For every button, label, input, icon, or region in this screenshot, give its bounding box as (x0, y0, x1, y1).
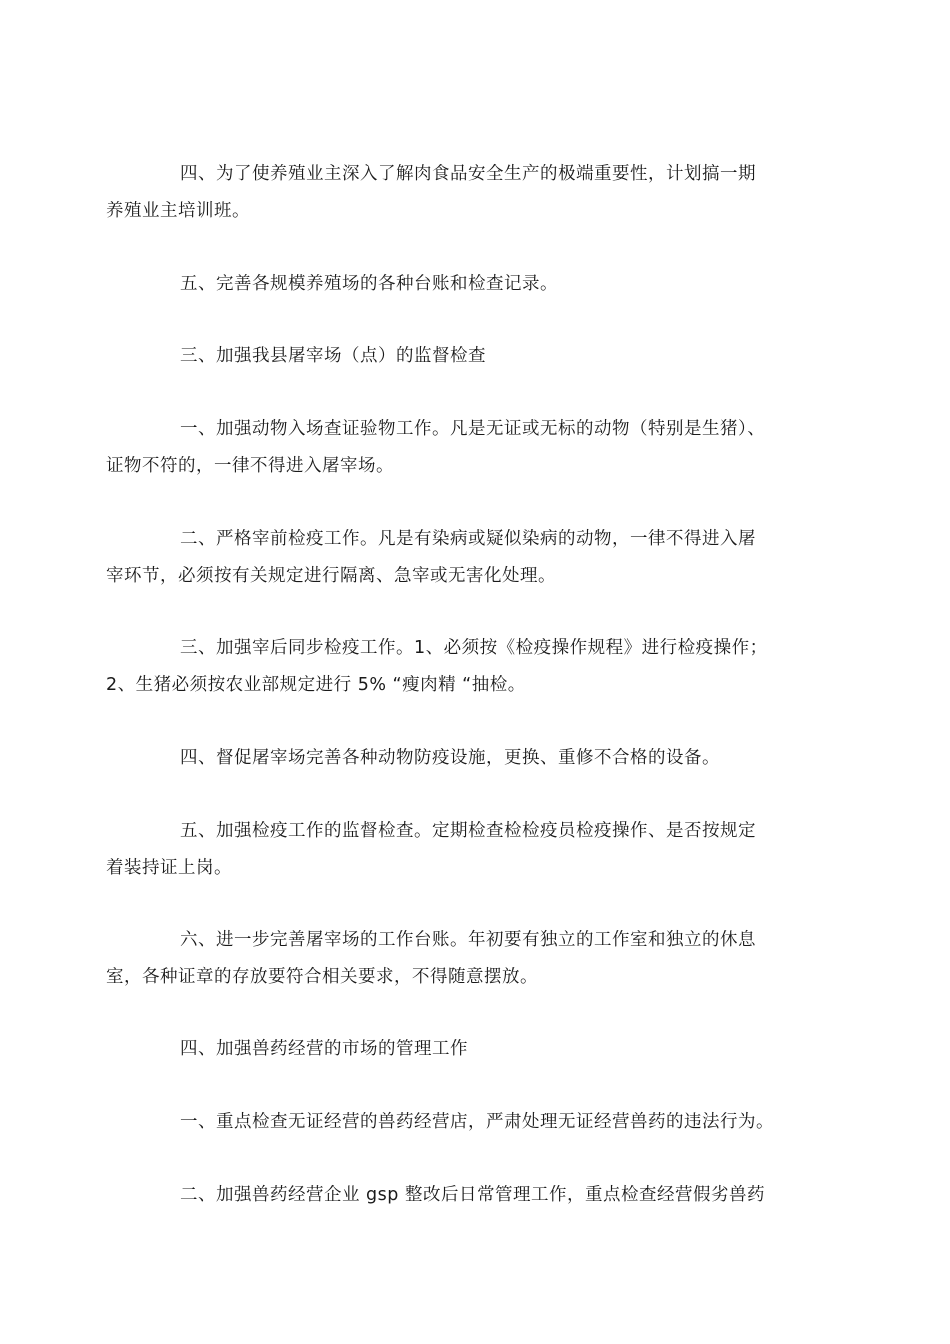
paragraph-7 (143, 740, 809, 777)
paragraph-line: 证物不符的，一律不得进入屠宰场。 (106, 456, 394, 476)
paragraph-line: 三、加强我县屠宰场（点）的监督检查 (180, 346, 486, 366)
paragraph-5 (106, 521, 809, 595)
paragraph-line: 五、完善各规模养殖场的各种台账和检查记录。 (180, 274, 558, 294)
paragraph-2 (143, 266, 809, 303)
section-heading-10 (143, 1031, 809, 1068)
paragraph-line: 一、重点检查无证经营的兽药经营店，严肃处理无证经营兽药的违法行为。 (180, 1112, 774, 1132)
paragraph-line: 三、加强宰后同步检疫工作。1、必须按《检疫操作规程》进行检疫操作； (180, 638, 768, 658)
paragraph-6 (106, 630, 809, 704)
paragraph-line: 二、加强兽药经营企业 gsp 整改后日常管理工作，重点检查经营假劣兽药 (180, 1185, 765, 1205)
paragraph-line: 一、加强动物入场查证验物工作。凡是无证或无标的动物（特别是生猪）、 (180, 419, 766, 439)
paragraph-4 (106, 411, 809, 485)
paragraph-12 (143, 1177, 809, 1214)
paragraph-11 (143, 1104, 809, 1141)
paragraph-line: 四、加强兽药经营的市场的管理工作 (180, 1039, 468, 1059)
paragraph-line: 宰环节，必须按有关规定进行隔离、急宰或无害化处理。 (106, 566, 556, 586)
paragraph-1 (106, 156, 809, 230)
paragraph-line: 着装持证上岗。 (106, 858, 232, 878)
section-heading-3 (143, 338, 809, 375)
paragraph-8 (106, 813, 809, 887)
paragraph-line: 室，各种证章的存放要符合相关要求，不得随意摆放。 (106, 967, 538, 987)
paragraph-line: 四、为了使养殖业主深入了解肉食品安全生产的极端重要性，计划搞一期 (180, 164, 756, 184)
paragraph-line: 2、生猪必须按农业部规定进行 5% “瘦肉精 “抽检。 (106, 675, 526, 695)
paragraph-9 (106, 922, 809, 996)
paragraph-line: 二、严格宰前检疫工作。凡是有染病或疑似染病的动物，一律不得进入屠 (180, 529, 756, 549)
paragraph-line: 五、加强检疫工作的监督检查。定期检查检检疫员检疫操作、是否按规定 (180, 821, 756, 841)
paragraph-line: 养殖业主培训班。 (106, 201, 250, 221)
paragraph-line: 六、进一步完善屠宰场的工作台账。年初要有独立的工作室和独立的休息 (180, 930, 756, 950)
paragraph-line: 四、督促屠宰场完善各种动物防疫设施，更换、重修不合格的设备。 (180, 748, 720, 768)
